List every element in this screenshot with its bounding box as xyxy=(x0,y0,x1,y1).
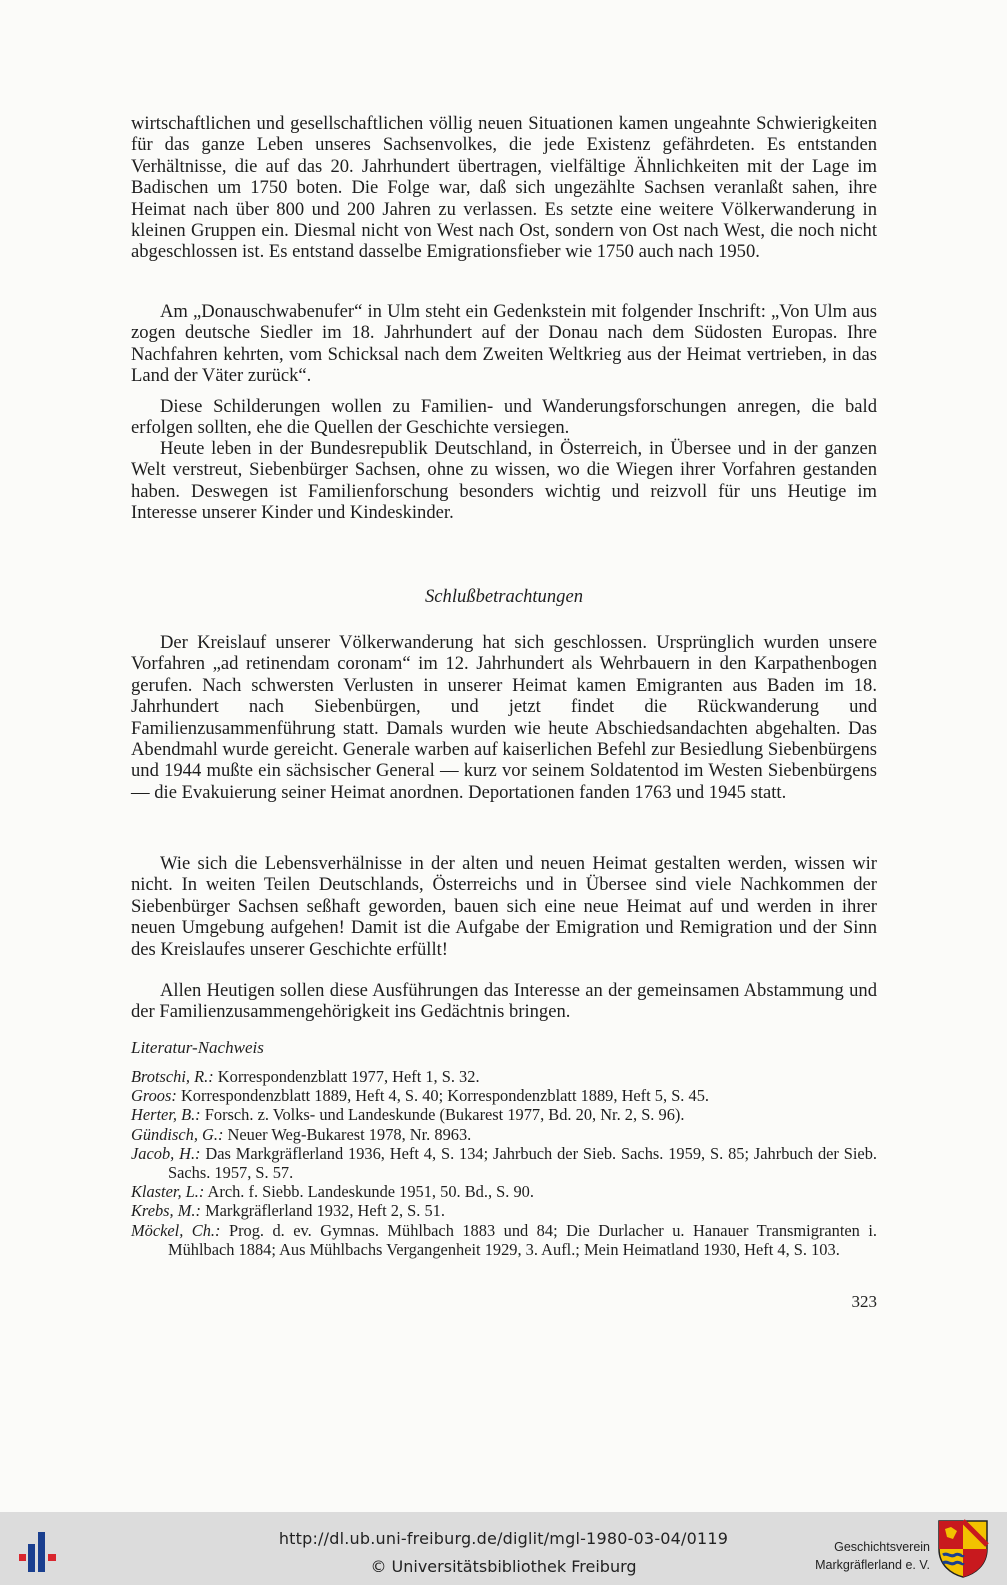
copyright-notice: © Universitätsbibliothek Freiburg xyxy=(370,1557,637,1576)
society-name-line1: Geschichtsverein xyxy=(834,1540,930,1554)
reference-text: Markgräflerland 1932, Heft 2, S. 51. xyxy=(200,1201,445,1221)
reference-text: Arch. f. Siebb. Landeskunde 1951, 50. Bd., S. 90. xyxy=(204,1182,534,1202)
paragraph-situation: wirtschaftlichen und gesellschaftlichen völlig neuen Situationen kamen ungeahnte Schwierigkeiten für das ganze Leben unseres Sachsenvolkes, die jede Existenz gefährdeten. Es entstanden Verhältnisse, die auf das 20. Jahrhundert übertragen, vielfältige Ähnlichkeiten mit der Lage im Badischen um 1750 boten. Die Folge war, daß sich ungezählte Sachsen veranlaßt sahen, ihre Heimat nach über 800 und 200 Jahren zu verlassen. Es setzte eine weitere Völkerwanderung in kleinen Gruppen ein. Diesmal nicht von West nach Ost, sondern von Ost nach West, die noch nicht abgeschlossen ist. Es entstand dasselbe Emigrationsfieber wie 1750 auch nach 1950. xyxy=(131,113,877,263)
reference-author: Herter, B.: xyxy=(131,1105,201,1125)
section-heading: Schlußbetrachtungen xyxy=(424,586,583,607)
paragraph-lebensverhaeltnisse: Wie sich die Lebensverhälnisse in der alten und neuen Heimat gestalten werden, wissen wir nicht. In weiten Teilen Deutschlands, Österreichs und in Übersee sind viele Nachkommen der Siebenbürger Sachsen seßhaft geworden, bauen sich eine neue Heimat auf und werden in ihrer neuen Umgebung aufgehen! Damit ist die Aufgabe der Emigration und Remigration und der Sinn des Kreislaufes unserer Geschichte erfüllt! xyxy=(131,853,877,960)
paragraph-schilderungen: Diese Schilderungen wollen zu Familien- und Wanderungsforschungen anregen, die bald erfolgen sollten, ehe die Quellen der Geschichte versiegen. xyxy=(131,396,877,439)
reference-item xyxy=(131,1086,877,1105)
reference-item xyxy=(131,1067,877,1086)
paragraph-kreislauf: Der Kreislauf unserer Völkerwanderung hat sich geschlossen. Ursprünglich wurden unsere Vorfahren „ad retinendam coronam“ im 12. Jahrhundert als Wehrbauern in den Karpathenbogen gerufen. Nach schwersten Verlusten in unserer Heimat kamen Emigranten aus Baden im 18. Jahrhundert nach Siebenbürgen, und jetzt findet die Rückwanderung und Familienzusammenführung statt. Damals wurden wie heute Abschiedsandachten abgehalten. Das Abendmahl wurde gereicht. Generale warben auf kaiserlichen Befehl zur Besiedlung Siebenbürgens und 1944 mußte ein sächsischer General — kurz vor seinem Soldatentod im Westen Siebenbürgens — die Evakuierung seiner Heimat anordnen. Deportationen fanden 1763 und 1945 statt. xyxy=(131,632,877,803)
reference-list xyxy=(131,1067,877,1259)
reference-item xyxy=(131,1221,877,1259)
paragraph-allen-heutigen: Allen Heutigen sollen diese Ausführungen das Interesse an der gemeinsamen Abstammung und der Familienzusammengehörigkeit ins Gedächtnis bringen. xyxy=(131,980,877,1023)
reference-author: Brotschi, R.: xyxy=(131,1067,214,1086)
society-name-line2: Markgräflerland e. V. xyxy=(815,1558,930,1572)
reference-text: Prog. d. ev. Gymnas. Mühlbach 1883 und 84; Die Durlacher u. Hanauer Transmigranten i. Mühlbach 1884; Aus Mühlbachs Vergangenheit 1929, 3. Aufl.; Mein Heimatland 1930, Heft 4, S. 103. xyxy=(168,1220,877,1259)
reference-author: Gündisch, G.: xyxy=(131,1124,224,1144)
page-number: 323 xyxy=(851,1292,877,1311)
literature-heading: Literatur-Nachweis xyxy=(131,1038,264,1057)
reference-text: Korrespondenzblatt 1977, Heft 1, S. 32. xyxy=(213,1067,480,1086)
reference-item xyxy=(131,1201,877,1220)
reference-item xyxy=(131,1182,877,1201)
reference-author: Möckel, Ch.: xyxy=(131,1220,221,1240)
reference-author: Groos: xyxy=(131,1086,177,1106)
reference-item xyxy=(131,1144,877,1182)
reference-text: Das Markgräflerland 1936, Heft 4, S. 134; Jahrbuch der Sieb. Sachs. 1959, S. 85; Jahrbuch der Sieb. Sachs. 1957, S. 57. xyxy=(168,1143,877,1183)
paragraph-ulm-inscription: Am „Donauschwabenufer“ in Ulm steht ein Gedenkstein mit folgender Inschrift: „Von Ulm aus zogen deutsche Siedler im 18. Jahrhundert auf der Donau nach dem Südosten Europas. Ihre Nachfahren kehrten, vom Schicksal nach dem Zweiten Weltkrieg aus der Heimat vertrieben, in das Land der Väter zurück“. xyxy=(131,301,877,387)
reference-text: Korrespondenzblatt 1889, Heft 4, S. 40; Korrespondenzblatt 1889, Heft 5, S. 45. xyxy=(176,1086,709,1106)
reference-author: Klaster, L.: xyxy=(131,1182,205,1202)
reference-item xyxy=(131,1125,877,1144)
reference-author: Jacob, H.: xyxy=(131,1143,201,1163)
reference-text: Neuer Weg-Bukarest 1978, Nr. 8963. xyxy=(223,1124,472,1144)
paragraph-heute: Heute leben in der Bundesrepublik Deutschland, in Österreich, in Übersee und in der ganzen Welt verstreut, Siebenbürger Sachsen, ohne zu wissen, wo die Wiegen ihrer Vorfahren gestanden haben. Deswegen ist Familienforschung besonders wichtig und reizvoll für uns Heutige im Interesse unserer Kinder und Kindeskinder. xyxy=(131,438,877,524)
reference-text: Forsch. z. Volks- und Landeskunde (Bukarest 1977, Bd. 20, Nr. 2, S. 96). xyxy=(200,1105,685,1125)
reference-item xyxy=(131,1105,877,1124)
document-url-link[interactable]: http://dl.ub.uni-freiburg.de/diglit/mgl-1980-03-04/0119 xyxy=(278,1529,729,1548)
reference-author: Krebs, M.: xyxy=(131,1201,201,1221)
coat-of-arms-icon[interactable] xyxy=(937,1519,989,1579)
